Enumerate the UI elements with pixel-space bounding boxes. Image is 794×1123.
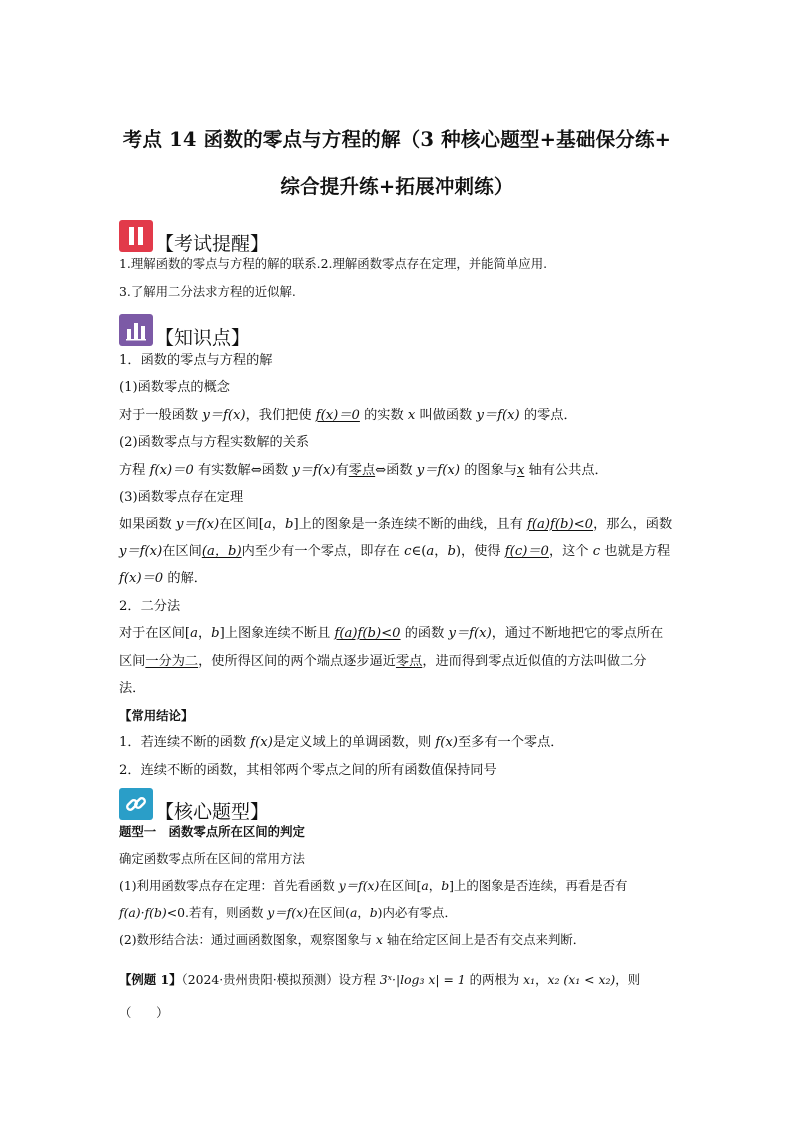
method-title: 确定函数零点所在区间的常用方法 xyxy=(119,851,305,866)
blank-fill: f(x)＝0 xyxy=(315,408,360,423)
section-label-core: 【核心题型】 xyxy=(155,801,270,823)
knowledge-heading-1: 1．函数的零点与方程的解 xyxy=(119,353,273,368)
example-1-line-1: 【例题 1】（2024·贵州贵阳·模拟预测）设方程 3ˣ·|log₃ x| = 1 的两根为 x₁，x₂ (x₁ < x₂)，则 xyxy=(119,972,641,987)
knowledge-theorem-line-2: y＝f(x)在区间(a，b)内至少有一个零点，即存在 c∈(a，b)，使得 f(c)＝0，这个 c 也就是方程 xyxy=(119,544,671,559)
example-label: 【例题 1】 xyxy=(119,972,182,987)
bisection-line-3: 法． xyxy=(119,681,146,696)
section-header-knowledge xyxy=(119,310,251,349)
title-line-2: 综合提升练+拓展冲刺练） xyxy=(280,175,514,198)
example-equation: 3ˣ·|log₃ x| = 1 xyxy=(379,972,466,987)
knowledge-sub-2: (2)函数零点与方程实数解的关系 xyxy=(119,435,310,450)
conclusion-1: 1．若连续不断的函数 f(x)是定义域上的单调函数，则 f(x)至多有一个零点． xyxy=(119,735,564,750)
blank-fill: 零点 xyxy=(348,463,376,478)
bar-chart-icon xyxy=(119,314,153,346)
section-header-core xyxy=(119,784,270,823)
conclusions-title: 【常用结论】 xyxy=(119,708,194,723)
reminder-line-2: 3.了解用二分法求方程的近似解. xyxy=(119,284,296,299)
knowledge-theorem-line-1: 如果函数 y＝f(x)在区间[a，b]上的图象是一条连续不断的曲线，且有 f(a)f(b)<0，那么，函数 xyxy=(119,517,673,532)
method-1-line-2: f(a)·f(b)<0.若有，则函数 y＝f(x)在区间(a，b)内必有零点． xyxy=(119,905,457,920)
example-1-answer-paren: （ ） xyxy=(119,1005,169,1020)
blank-fill: 零点 xyxy=(395,654,423,669)
title-line-1: 考点 14 函数的零点与方程的解（3 种核心题型+基础保分练+ xyxy=(122,128,672,151)
section-header-reminder xyxy=(119,216,270,255)
blank-fill: x xyxy=(516,463,525,478)
question-type-1: 题型一 函数零点所在区间的判定 xyxy=(119,824,305,839)
method-2: (2)数形结合法：通过画函数图象，观察图象与 x 轴在给定区间上是否有交点来判断． xyxy=(119,932,586,947)
knowledge-theorem-line-3: f(x)＝0 的解． xyxy=(119,571,207,586)
conclusion-2: 2．连续不断的函数，其相邻两个零点之间的所有函数值保持同号 xyxy=(119,763,497,778)
knowledge-heading-2: 2．二分法 xyxy=(119,599,181,614)
blank-fill: f(a)f(b)<0 xyxy=(334,626,401,641)
bisection-line-2: 区间一分为二，使所得区间的两个端点逐步逼近零点，进而得到零点近似值的方法叫做二分 xyxy=(119,654,647,669)
link-icon xyxy=(119,788,153,820)
reminder-line-1: 1.理解函数的零点与方程的解的联系.2.理解函数零点存在定理，并能简单应用. xyxy=(119,256,548,271)
page-title xyxy=(100,116,694,210)
section-label-reminder: 【考试提醒】 xyxy=(155,233,270,255)
knowledge-sub-1: (1)函数零点的概念 xyxy=(119,380,230,395)
knowledge-zero-definition: 对于一般函数 y＝f(x)，我们把使 f(x)＝0 的实数 x 叫做函数 y＝f(x) 的零点． xyxy=(119,408,577,423)
knowledge-equivalence: 方程 f(x)＝0 有实数解⇔函数 y＝f(x)有零点⇔函数 y＝f(x) 的图象与x 轴有公共点． xyxy=(119,463,608,478)
method-1-line-1: (1)利用函数零点存在定理：首先看函数 y＝f(x)在区间[a，b]上的图象是否连续，再看是否有 xyxy=(119,878,628,893)
blank-fill: 一分为二 xyxy=(145,654,199,669)
blank-fill: f(a)f(b)<0 xyxy=(526,517,594,532)
knowledge-sub-3: (3)函数零点存在定理 xyxy=(119,490,244,505)
bisection-line-1: 对于在区间[a，b]上图象连续不断且 f(a)f(b)<0 的函数 y＝f(x)，通过不断地把它的零点所在 xyxy=(119,626,664,641)
pause-bars-icon xyxy=(119,220,153,252)
blank-fill: (a，b) xyxy=(201,544,242,559)
section-label-knowledge: 【知识点】 xyxy=(155,327,251,349)
blank-fill: f(c)＝0 xyxy=(504,544,549,559)
